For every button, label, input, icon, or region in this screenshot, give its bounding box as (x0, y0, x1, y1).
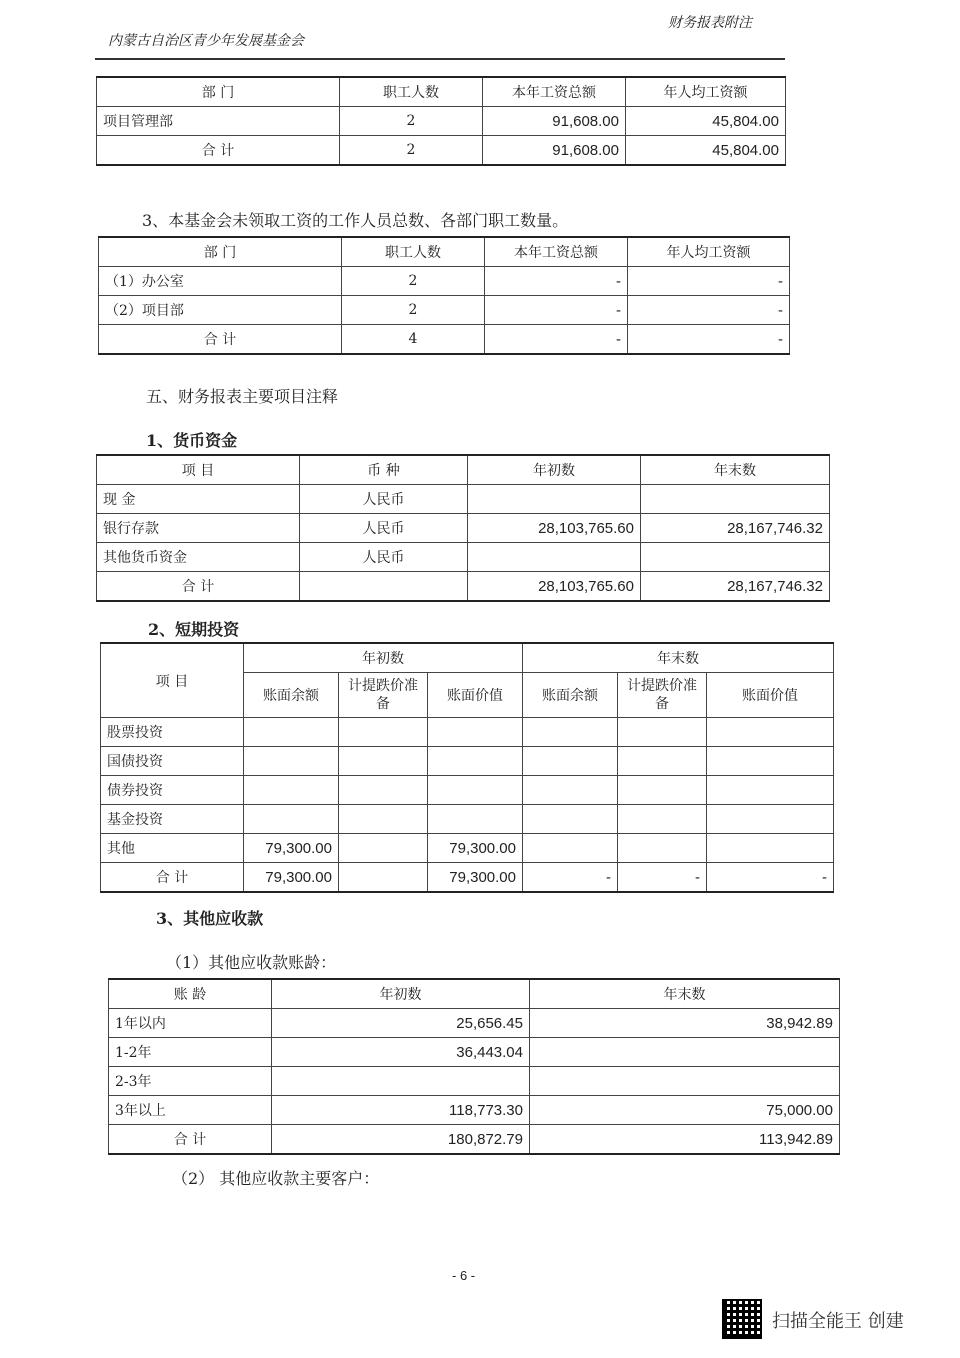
header-cell: 年初数 (468, 455, 641, 485)
table-row (109, 1038, 840, 1067)
header-cell: 账面余额 (244, 673, 339, 718)
header-cell: 部 门 (97, 77, 340, 107)
table-row-total (97, 572, 830, 602)
section-title: （1）其他应收款账龄： (166, 953, 337, 972)
cell: 人民币 (300, 485, 468, 514)
cell: 28,103,765.60 (468, 572, 641, 602)
header-cell: 账面价值 (707, 673, 834, 718)
cell (523, 747, 618, 776)
header-cell: 部 门 (99, 237, 342, 267)
cell (618, 805, 707, 834)
cell: 国债投资 (101, 747, 244, 776)
cell: 79,300.00 (428, 863, 523, 893)
table-row (99, 267, 790, 296)
monetary-funds-table (96, 454, 830, 602)
cell (707, 718, 834, 747)
qr-code-icon (722, 1299, 762, 1339)
cell: 股票投资 (101, 718, 244, 747)
cell: - (485, 296, 628, 325)
table-header-row (97, 455, 830, 485)
table-row-total (109, 1125, 840, 1155)
header-cell: 年末数 (641, 455, 830, 485)
organization-name: 内蒙古自治区青少年发展基金会 (108, 33, 304, 49)
cell: 25,656.45 (272, 1009, 530, 1038)
cell: 项目管理部 (97, 107, 340, 136)
table-row (97, 514, 830, 543)
cell (618, 834, 707, 863)
cell (618, 718, 707, 747)
cell (244, 776, 339, 805)
cell: - (485, 325, 628, 355)
table-row (109, 1096, 840, 1125)
cell (339, 805, 428, 834)
cell (428, 718, 523, 747)
table-row (99, 296, 790, 325)
section-title: 3、本基金会未领取工资的工作人员总数、各部门职工数量。 (142, 211, 569, 230)
cell: 1年以内 (109, 1009, 272, 1038)
header-cell: 职工人数 (342, 237, 485, 267)
header-divider (95, 58, 785, 60)
section-title: 1、货币资金 (146, 431, 238, 450)
header-cell: 币 种 (300, 455, 468, 485)
cell: 45,804.00 (626, 107, 786, 136)
cell: 2 (342, 296, 485, 325)
section-title: 2、短期投资 (148, 620, 240, 639)
cell: 合 计 (101, 863, 244, 893)
table-row (97, 107, 786, 136)
cell (339, 747, 428, 776)
scanner-watermark: 扫描全能王 创建 (772, 1311, 904, 1332)
section-title: 五、财务报表主要项目注释 (146, 387, 339, 406)
short-term-investment-table (100, 642, 834, 893)
section-title: 3、其他应收款 (156, 909, 264, 928)
cell (530, 1067, 840, 1096)
cell: - (523, 863, 618, 893)
cell (339, 718, 428, 747)
cell: 3年以上 (109, 1096, 272, 1125)
table-row (97, 543, 830, 572)
cell (641, 485, 830, 514)
cell: 人民币 (300, 543, 468, 572)
cell: 合 计 (99, 325, 342, 355)
cell (339, 834, 428, 863)
header-cell: 本年工资总额 (483, 77, 626, 107)
cell (707, 834, 834, 863)
table-header-row (101, 643, 834, 673)
cell (523, 776, 618, 805)
cell (300, 572, 468, 602)
header-cell: 计提跌价准备 (339, 673, 428, 718)
header-cell: 年末数 (523, 643, 834, 673)
table-row (109, 1009, 840, 1038)
header-cell: 年初数 (244, 643, 523, 673)
receivables-aging-table (108, 978, 840, 1155)
cell (707, 805, 834, 834)
cell: 2 (342, 267, 485, 296)
cell: 合 计 (109, 1125, 272, 1155)
cell: 合 计 (97, 572, 300, 602)
cell: 银行存款 (97, 514, 300, 543)
cell (618, 776, 707, 805)
header-cell: 项 目 (101, 643, 244, 718)
table-header-row (109, 979, 840, 1009)
table-row (97, 485, 830, 514)
cell (523, 718, 618, 747)
cell (428, 747, 523, 776)
cell (244, 747, 339, 776)
cell: 79,300.00 (428, 834, 523, 863)
table-row (101, 747, 834, 776)
cell (244, 718, 339, 747)
table-header-row (97, 77, 786, 107)
table-row (109, 1067, 840, 1096)
cell (428, 805, 523, 834)
salary-table (96, 76, 786, 166)
cell: 人民币 (300, 514, 468, 543)
cell: - (618, 863, 707, 893)
cell: - (707, 863, 834, 893)
cell (468, 485, 641, 514)
cell: 2 (340, 107, 483, 136)
header-cell: 本年工资总额 (485, 237, 628, 267)
header-cell: 年初数 (272, 979, 530, 1009)
section-title: （2） 其他应收款主要客户： (172, 1169, 380, 1188)
cell: 38,942.89 (530, 1009, 840, 1038)
unpaid-staff-table (98, 236, 790, 355)
cell: 2 (340, 136, 483, 166)
cell (339, 863, 428, 893)
table-row (101, 718, 834, 747)
cell (244, 805, 339, 834)
cell: 现 金 (97, 485, 300, 514)
cell: 合 计 (97, 136, 340, 166)
cell: 4 (342, 325, 485, 355)
cell: 118,773.30 (272, 1096, 530, 1125)
cell: 其他 (101, 834, 244, 863)
cell (707, 747, 834, 776)
cell: 113,942.89 (530, 1125, 840, 1155)
cell: - (485, 267, 628, 296)
table-row (101, 805, 834, 834)
cell: （2）项目部 (99, 296, 342, 325)
cell: 91,608.00 (483, 107, 626, 136)
cell: 75,000.00 (530, 1096, 840, 1125)
cell (530, 1038, 840, 1067)
cell: 91,608.00 (483, 136, 626, 166)
cell (339, 776, 428, 805)
cell (468, 543, 641, 572)
table-row (101, 776, 834, 805)
table-row-total (99, 325, 790, 355)
cell: （1）办公室 (99, 267, 342, 296)
cell (618, 747, 707, 776)
page-number: - 6 - (452, 1268, 476, 1283)
cell: 79,300.00 (244, 863, 339, 893)
header-cell: 职工人数 (340, 77, 483, 107)
table-row-total (101, 863, 834, 893)
cell: 28,167,746.32 (641, 572, 830, 602)
cell: 2-3年 (109, 1067, 272, 1096)
header-cell: 计提跌价准备 (618, 673, 707, 718)
cell: 债券投资 (101, 776, 244, 805)
cell (523, 805, 618, 834)
header-cell: 账面价值 (428, 673, 523, 718)
cell: 180,872.79 (272, 1125, 530, 1155)
table-header-row (99, 237, 790, 267)
cell: 其他货币资金 (97, 543, 300, 572)
cell (523, 834, 618, 863)
table-row (101, 834, 834, 863)
cell: 79,300.00 (244, 834, 339, 863)
header-cell: 年人均工资额 (626, 77, 786, 107)
header-cell: 年人均工资额 (628, 237, 790, 267)
cell: - (628, 267, 790, 296)
header-cell: 账面余额 (523, 673, 618, 718)
cell: - (628, 296, 790, 325)
header-cell: 账 龄 (109, 979, 272, 1009)
cell (428, 776, 523, 805)
cell: 45,804.00 (626, 136, 786, 166)
cell (707, 776, 834, 805)
cell: 28,167,746.32 (641, 514, 830, 543)
cell: 36,443.04 (272, 1038, 530, 1067)
cell: 1-2年 (109, 1038, 272, 1067)
document-title: 财务报表附注 (668, 15, 752, 31)
header-cell: 项 目 (97, 455, 300, 485)
table-row-total (97, 136, 786, 166)
cell: - (628, 325, 790, 355)
cell: 基金投资 (101, 805, 244, 834)
cell (641, 543, 830, 572)
cell (272, 1067, 530, 1096)
cell: 28,103,765.60 (468, 514, 641, 543)
header-cell: 年末数 (530, 979, 840, 1009)
